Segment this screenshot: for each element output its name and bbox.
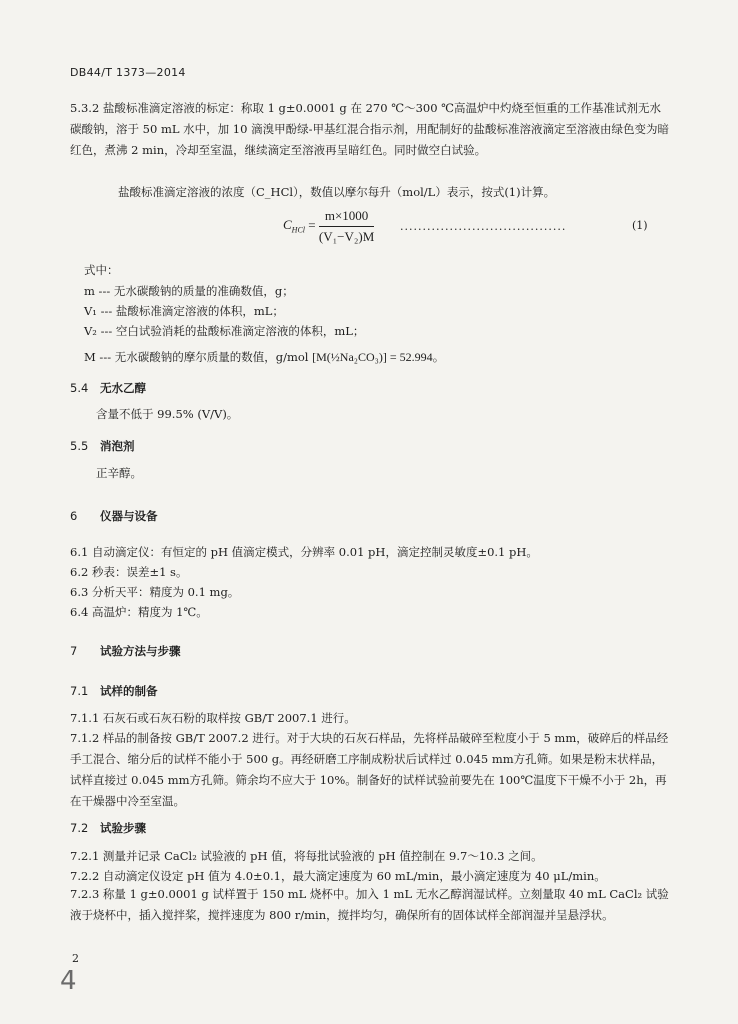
var-v1: V₁ --- 盐酸标准滴定溶液的体积，mL； <box>84 304 284 318</box>
section-6-1: 6.1 自动滴定仪：有恒定的 pH 值滴定模式，分辨率 0.01 pH，滴定控制灵敏度±0.1 pH。 <box>70 545 538 559</box>
var-m: m --- 无水碳酸钠的质量的准确数值，g； <box>84 284 294 298</box>
section-5-4-heading: 5.4 无水乙醇 <box>70 381 146 395</box>
section-6-4: 6.4 高温炉：精度为 1℃。 <box>70 605 208 619</box>
section-5-5-body: 正辛醇。 <box>96 466 142 480</box>
section-7-heading: 7 试验方法与步骤 <box>70 644 181 658</box>
var-v2: V₂ --- 空白试验消耗的盐酸标准滴定溶液的体积，mL； <box>84 324 365 338</box>
section-6-heading: 6 仪器与设备 <box>70 509 158 523</box>
formula-lhs: $C_{HCl}$ <box>283 217 306 236</box>
section-7-1-heading: 7.1 试样的制备 <box>70 684 158 698</box>
section-7-2-1: 7.2.1 测量并记录 CaCl₂ 试验液的 pH 值，将每批试验液的 pH 值控制在 9.7～10.3 之间。 <box>70 849 543 863</box>
document-id: DB44/T 1373—2014 <box>70 66 186 79</box>
formula-number: (1) <box>632 219 648 232</box>
section-5-4-body: 含量不低于 99.5% (V/V)。 <box>96 407 239 421</box>
section-6-3: 6.3 分析天平：精度为 0.1 mg。 <box>70 585 240 599</box>
var-M: M --- 无水碳酸钠的摩尔质量的数值，g/mol [M(½Na₂CO₃)] = 52.994。 <box>84 350 445 364</box>
section-5-3-2-text: 5.3.2 盐酸标准滴定溶液的标定：称取 1 g±0.0001 g 在 270 ℃～300 ℃高温炉中灼烧至恒重的工作基准试剂无水碳酸钠，溶于 50 mL 水中，加 10 滴溴甲酚绿-甲基红混合指示剂，用配制好的盐酸标准溶液滴定至溶液由绿色变为暗红色，煮沸 2 min，冷却至室温，继续滴定至溶液再呈暗红色。同时做空白试验。 <box>70 101 669 157</box>
concentration-line: 盐酸标准滴定溶液的浓度（C_HCl），数值以摩尔每升（mol/L）表示，按式(1)计算。 <box>118 185 556 199</box>
section-5-5-heading: 5.5 消泡剂 <box>70 439 135 453</box>
section-7-1-1: 7.1.1 石灰石或石灰石粉的取样按 GB/T 2007.1 进行。 <box>70 711 356 725</box>
molar-mass-expression: [M(½Na₂CO₃)] = 52.994。 <box>312 350 445 364</box>
vars-intro: 式中： <box>84 263 119 277</box>
formula-1: $C_{HCl}$ = $\frac{m\times 1000}{\text{(V₁−V₂)M}}$ <box>283 208 375 244</box>
section-6-2: 6.2 秒表：误差±1 s。 <box>70 565 188 579</box>
page-number: 2 <box>72 952 79 965</box>
handwritten-corner-mark: 4 <box>60 966 77 996</box>
formula-numerator: m×1000 <box>319 208 374 227</box>
section-7-2-heading: 7.2 试验步骤 <box>70 821 146 835</box>
section-7-2-2: 7.2.2 自动滴定仪设定 pH 值为 4.0±0.1，最大滴定速度为 60 mL/min，最小滴定速度为 40 μL/min。 <box>70 869 606 883</box>
section-7-1-2: 7.1.2 样品的制备按 GB/T 2007.2 进行。对于大块的石灰石样品，先将样品破碎至粒度小于 5 mm，破碎后的样品经手工混合、缩分后的试样不能小于 500 g。再经研磨工序制成粉状后试样过 0.045 mm方孔筛。如果是粉末状样品，试样直接过 0.045 mm方孔筛。筛余均不应大于 10%。制备好的试样试验前要先在 100℃温度下干燥不小于 2h，再在干燥器中冷至室温。 <box>70 731 669 808</box>
formula-denominator: (V₁−V₂)M <box>318 229 375 244</box>
section-7-2-3: 7.2.3 称量 1 g±0.0001 g 试样置于 150 mL 烧杯中。加入 1 mL 无水乙醇润湿试样。立刻量取 40 mL CaCl₂ 试验液于烧杯中，插入搅拌桨，搅拌速度为 800 r/min，搅拌均匀，确保所有的固体试样全部润湿并呈悬浮状。 <box>70 887 669 922</box>
formula-fraction <box>319 208 374 245</box>
formula-leader-dots: ..................................... <box>400 220 567 233</box>
